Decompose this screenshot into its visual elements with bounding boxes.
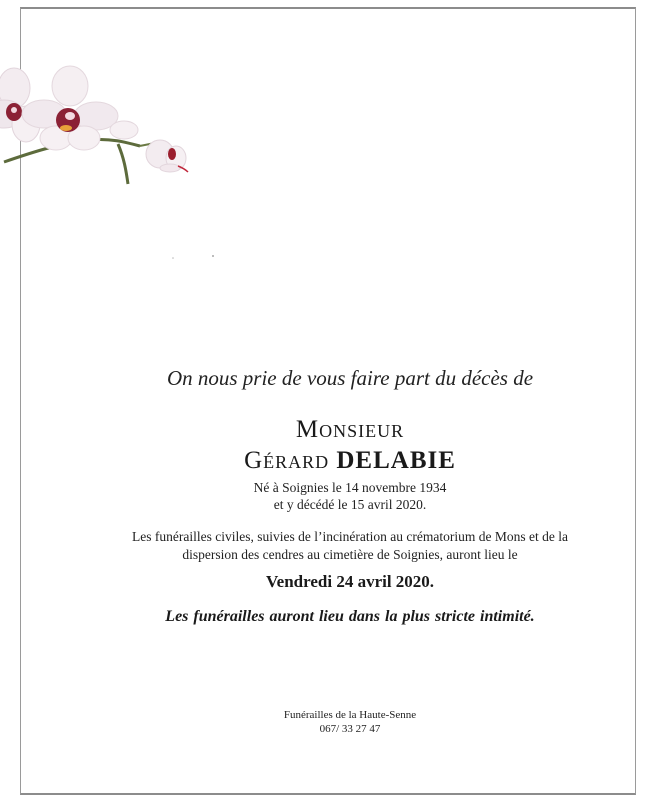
birth-line: Né à Soignies le 14 novembre 1934: [253, 480, 447, 495]
full-name: [20, 445, 656, 476]
birth-death-info: [20, 479, 656, 513]
funeral-home-phone: 067/ 33 27 47: [319, 723, 381, 735]
print-specks: [170, 252, 220, 262]
intro-text: On nous prie de vous faire part du décès de: [166, 366, 534, 390]
ceremony-paragraph: [20, 528, 656, 564]
funeral-home-name: Funérailles de la Haute-Senne: [283, 709, 417, 721]
ceremony-date: Vendredi 24 avril 2020.: [265, 572, 435, 591]
honorific: Monsieur: [295, 416, 405, 443]
ceremony-line-2: dispersion des cendres au cimetière de Soignies, auront lieu le: [182, 547, 518, 562]
death-line: et y décédé le 15 avril 2020.: [273, 497, 427, 512]
orchid-icon: [0, 58, 200, 198]
last-name: DELABIE: [336, 447, 456, 474]
funeral-home-info: [20, 708, 656, 736]
deceased-name: [20, 414, 656, 476]
privacy-note: Les funérailles auront lieu dans la plus stricte intimité.: [165, 608, 535, 625]
ceremony-line-1: Les funérailles civiles, suivies de l’incinération au crématorium de Mons et de la: [132, 529, 568, 544]
first-name: Gérard: [244, 447, 330, 474]
